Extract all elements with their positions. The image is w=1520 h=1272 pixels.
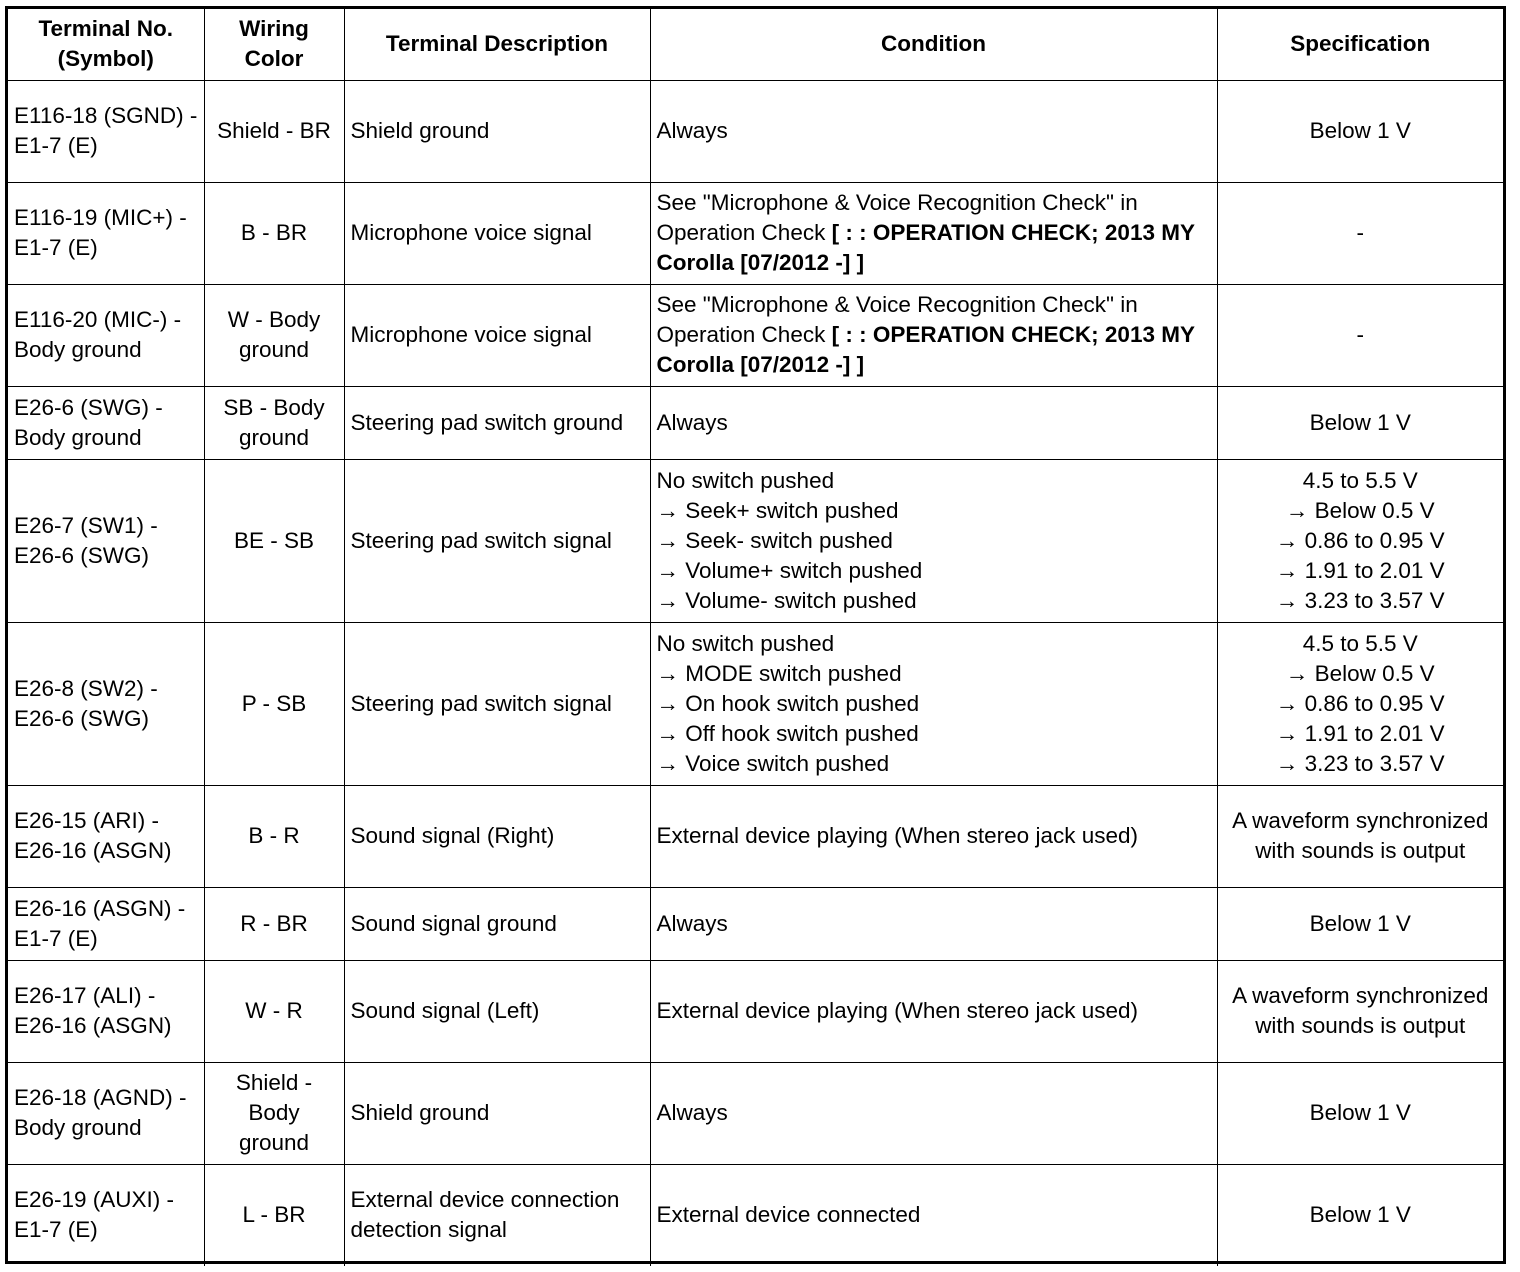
- spec-line: 4.5 to 5.5 V: [1302, 467, 1418, 493]
- spec-line: → Below 0.5 V: [1285, 660, 1435, 686]
- spec-cell: Below 1 V: [1217, 887, 1503, 960]
- wiring-cell: Shield - Body ground: [204, 1062, 344, 1164]
- terminal-cell: E26-16 (ASGN) - E1-7 (E): [8, 887, 204, 960]
- spec-cell: -: [1217, 284, 1503, 386]
- wiring-cell: B - BR: [204, 182, 344, 284]
- table-row: [8, 960, 1503, 1062]
- header-terminal-description: Terminal Description: [344, 9, 650, 80]
- spec-cell: Below 1 V: [1217, 1062, 1503, 1164]
- terminal-cell: E26-8 (SW2) - E26-6 (SWG): [8, 622, 204, 785]
- wiring-cell: SB - Body ground: [204, 386, 344, 459]
- wiring-cell: L - BR: [204, 1164, 344, 1266]
- condition-cell: Always: [650, 1062, 1217, 1164]
- spec-line: → 0.86 to 0.95 V: [1275, 690, 1445, 716]
- spec-line: 4.5 to 5.5 V: [1302, 630, 1418, 656]
- condition-line: → Seek- switch pushed: [656, 527, 893, 553]
- spec-line: → 3.23 to 3.57 V: [1275, 587, 1445, 613]
- condition-text: See "Microphone & Voice Recognition Check" in Operation Check: [656, 190, 1138, 245]
- terminal-cell: E116-19 (MIC+) - E1-7 (E): [8, 182, 204, 284]
- condition-line: → Voice switch pushed: [656, 750, 890, 776]
- condition-cell: [650, 459, 1217, 622]
- condition-cell: [650, 182, 1217, 284]
- wiring-cell: B - R: [204, 785, 344, 887]
- table-row: [8, 622, 1503, 785]
- spec-line: → 1.91 to 2.01 V: [1275, 557, 1445, 583]
- wiring-cell: W - Body ground: [204, 284, 344, 386]
- condition-cell: Always: [650, 386, 1217, 459]
- operation-check-link[interactable]: [ : : OPERATION CHECK; 2013 MY Corolla [07/2012 -] ]: [656, 220, 1195, 275]
- condition-line: No switch pushed: [656, 467, 835, 493]
- terminal-cell: E26-18 (AGND) - Body ground: [8, 1062, 204, 1164]
- spec-cell: -: [1217, 182, 1503, 284]
- operation-check-link[interactable]: [ : : OPERATION CHECK; 2013 MY Corolla [07/2012 -] ]: [656, 322, 1195, 377]
- terminal-table-frame: [5, 6, 1506, 1264]
- table-row: [8, 1062, 1503, 1164]
- condition-line: → Seek+ switch pushed: [656, 497, 899, 523]
- description-cell: Steering pad switch signal: [344, 459, 650, 622]
- spec-line: → 0.86 to 0.95 V: [1275, 527, 1445, 553]
- wiring-cell: R - BR: [204, 887, 344, 960]
- header-row: [8, 9, 1503, 80]
- condition-line: No switch pushed: [656, 630, 835, 656]
- spec-cell: A waveform synchronized with sounds is output: [1217, 960, 1503, 1062]
- header-terminal: Terminal No. (Symbol): [8, 9, 204, 80]
- terminal-cell: E26-19 (AUXI) - E1-7 (E): [8, 1164, 204, 1266]
- table-row: [8, 182, 1503, 284]
- spec-line: → 3.23 to 3.57 V: [1275, 750, 1445, 776]
- header-wiring-color: Wiring Color: [204, 9, 344, 80]
- terminal-cell: E116-18 (SGND) - E1-7 (E): [8, 80, 204, 182]
- description-cell: Sound signal (Left): [344, 960, 650, 1062]
- terminal-cell: E26-17 (ALI) - E26-16 (ASGN): [8, 960, 204, 1062]
- condition-line: → On hook switch pushed: [656, 690, 920, 716]
- wiring-cell: Shield - BR: [204, 80, 344, 182]
- condition-line: → Volume- switch pushed: [656, 587, 917, 613]
- condition-cell: Always: [650, 887, 1217, 960]
- condition-cell: Always: [650, 80, 1217, 182]
- condition-cell: External device playing (When stereo jack used): [650, 785, 1217, 887]
- spec-cell: [1217, 459, 1503, 622]
- spec-line: → Below 0.5 V: [1285, 497, 1435, 523]
- condition-text: See "Microphone & Voice Recognition Check" in Operation Check: [656, 292, 1138, 347]
- terminal-spec-table: [8, 9, 1503, 1266]
- description-cell: Sound signal ground: [344, 887, 650, 960]
- description-cell: Microphone voice signal: [344, 182, 650, 284]
- condition-line: → Off hook switch pushed: [656, 720, 919, 746]
- spec-cell: Below 1 V: [1217, 80, 1503, 182]
- condition-line: → Volume+ switch pushed: [656, 557, 923, 583]
- description-cell: Steering pad switch ground: [344, 386, 650, 459]
- spec-line: → 1.91 to 2.01 V: [1275, 720, 1445, 746]
- spec-cell: Below 1 V: [1217, 1164, 1503, 1266]
- description-cell: Shield ground: [344, 80, 650, 182]
- condition-cell: External device connected: [650, 1164, 1217, 1266]
- spec-cell: A waveform synchronized with sounds is output: [1217, 785, 1503, 887]
- terminal-cell: E26-7 (SW1) - E26-6 (SWG): [8, 459, 204, 622]
- condition-cell: [650, 284, 1217, 386]
- table-row: [8, 284, 1503, 386]
- terminal-cell: E26-6 (SWG) - Body ground: [8, 386, 204, 459]
- table-row: [8, 1164, 1503, 1266]
- wiring-cell: P - SB: [204, 622, 344, 785]
- terminal-cell: E116-20 (MIC-) - Body ground: [8, 284, 204, 386]
- description-cell: Sound signal (Right): [344, 785, 650, 887]
- spec-cell: [1217, 622, 1503, 785]
- spec-cell: Below 1 V: [1217, 386, 1503, 459]
- table-row: [8, 386, 1503, 459]
- description-cell: Steering pad switch signal: [344, 622, 650, 785]
- terminal-cell: E26-15 (ARI) - E26-16 (ASGN): [8, 785, 204, 887]
- wiring-cell: BE - SB: [204, 459, 344, 622]
- description-cell: Microphone voice signal: [344, 284, 650, 386]
- description-cell: External device connection detection signal: [344, 1164, 650, 1266]
- header-condition: Condition: [650, 9, 1217, 80]
- header-specification: Specification: [1217, 9, 1503, 80]
- description-cell: Shield ground: [344, 1062, 650, 1164]
- table-row: [8, 887, 1503, 960]
- table-row: [8, 459, 1503, 622]
- condition-cell: External device playing (When stereo jack used): [650, 960, 1217, 1062]
- condition-cell: [650, 622, 1217, 785]
- condition-line: → MODE switch pushed: [656, 660, 902, 686]
- wiring-cell: W - R: [204, 960, 344, 1062]
- table-row: [8, 80, 1503, 182]
- table-row: [8, 785, 1503, 887]
